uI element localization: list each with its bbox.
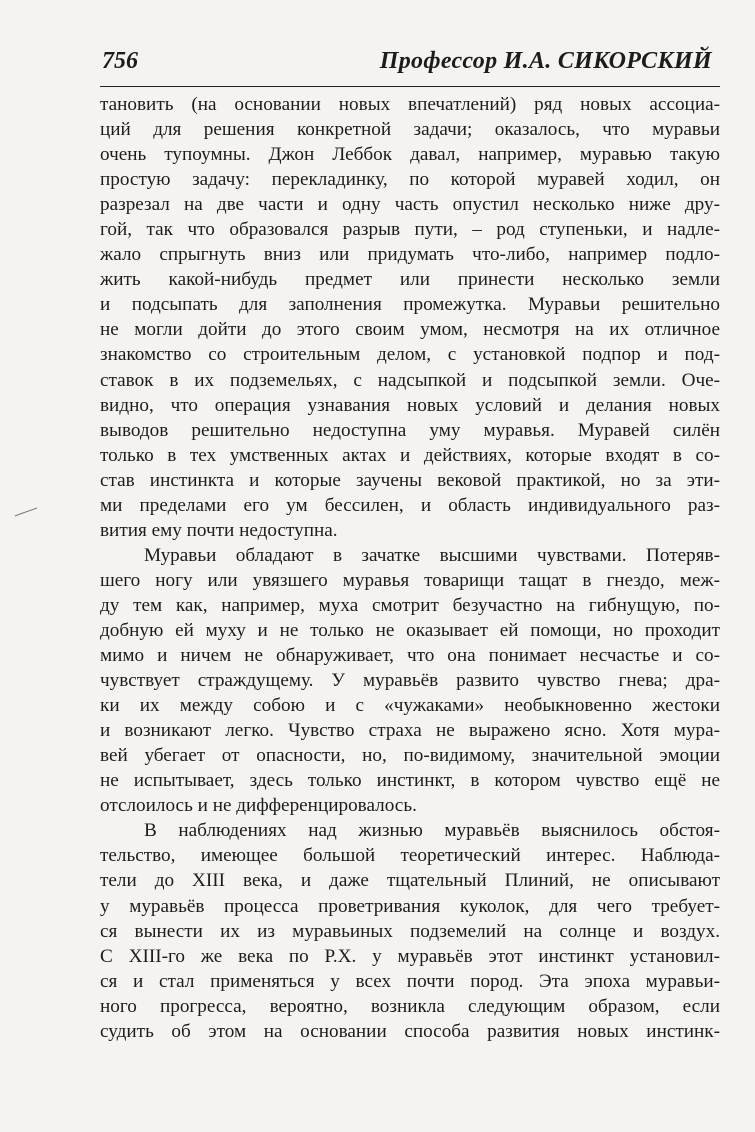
text-line: и подсыпать для заполнения промежутка. Муравьи решительно [100, 294, 720, 316]
text-line: только в тех умственных актах и действиях, которые входят в со- [100, 444, 720, 466]
text-line: мимо и ничем не обнаруживает, что она понимает несчастье и со- [100, 645, 720, 667]
text-line: вития ему почти недоступна. [100, 519, 338, 541]
text-line: шего ногу или увязшего муравья товарищи тащат в гнездо, меж- [100, 569, 720, 591]
text-line: очень тупоумны. Джон Леббок давал, например, муравью такую [100, 144, 720, 166]
text-line: знакомство со строительным делом, с установкой подпор и под- [100, 344, 720, 366]
text-line: не испытывает, здесь только инстинкт, в котором чувство ещё не [100, 770, 720, 792]
text-line: простую задачу: перекладинку, по которой муравей ходил, он [100, 169, 720, 191]
text-line: жало спрыгнуть вниз или придумать что-либо, например подло- [100, 244, 720, 266]
text-line: став инстинкта и которые заучены вековой практикой, но за эти- [100, 469, 720, 491]
page-header [100, 48, 720, 84]
text-line: добную ей муху и не только не оказывает ей помощи, но проходит [100, 619, 720, 641]
text-line: ки их между собою и с «чужаками» необыкновенно жестоки [100, 695, 720, 717]
text-line: не могли дойти до этого своим умом, несмотря на их отличное [100, 319, 720, 341]
paragraph [100, 543, 720, 819]
text-line: гой, так что образовался разрыв пути, – род ступеньки, и надле- [100, 219, 720, 241]
text-line: отслоилось и не дифференцировалось. [100, 795, 417, 817]
text-line: у муравьёв процесса проветривания куколок, для чего требует- [100, 895, 720, 917]
pencil-mark-icon [14, 506, 38, 518]
text-line: вей убегает от опасности, но, по-видимому, значительной эмоции [100, 745, 720, 767]
running-title: Профессор И.А. СИКОРСКИЙ [379, 48, 712, 74]
text-line: В наблюдениях над жизнью муравьёв выяснилось обстоя- [144, 820, 720, 842]
paragraph [100, 92, 720, 543]
page-number: 756 [102, 48, 138, 74]
header-rule [100, 86, 720, 87]
text-line: жить какой-нибудь предмет или принести несколько земли [100, 269, 720, 291]
text-line: чувствует страждущему. У муравьёв развито чувство гнева; дра- [100, 670, 720, 692]
text-line: Муравьи обладают в зачатке высшими чувствами. Потеряв- [144, 544, 720, 566]
text-line: ду тем как, например, муха смотрит безучастно на гибнущую, по- [100, 594, 720, 616]
text-line: тельство, имеющее большой теоретический интерес. Наблюда- [100, 845, 720, 867]
text-line: С XIII-го же века по Р.Х. у муравьёв этот инстинкт установил- [100, 945, 720, 967]
text-line: видно, что операция узнавания новых условий и делания новых [100, 394, 720, 416]
text-line: ся вынести их из муравьиных подземелий на солнце и воздух. [100, 920, 720, 942]
text-line: судить об этом на основании способа развития новых инстинк- [100, 1020, 720, 1042]
body-text [100, 92, 720, 1044]
text-line: тели до XIII века, и даже тщательный Плиний, не описывают [100, 870, 720, 892]
text-line: тановить (на основании новых впечатлений) ряд новых ассоциа- [100, 94, 720, 115]
text-line: выводов решительно недоступна уму муравья. Муравей силён [100, 419, 720, 441]
text-line: ми пределами его ум бессилен, и область индивидуального раз- [100, 494, 720, 516]
text-line: ций для решения конкретной задачи; оказалось, что муравьи [100, 119, 720, 141]
text-line: ного прогресса, вероятно, возникла следующим образом, если [100, 995, 720, 1017]
paragraph [100, 818, 720, 1043]
text-line: и возникают легко. Чувство страха не выражено ясно. Хотя мура- [100, 720, 720, 742]
text-line: ставок в их подземельях, с надсыпкой и подсыпкой земли. Оче- [100, 369, 720, 391]
text-line: ся и стал применяться у всех почти пород. Эта эпоха муравьи- [100, 970, 720, 992]
text-line: разрезал на две части и одну часть опустил несколько ниже дру- [100, 194, 720, 216]
